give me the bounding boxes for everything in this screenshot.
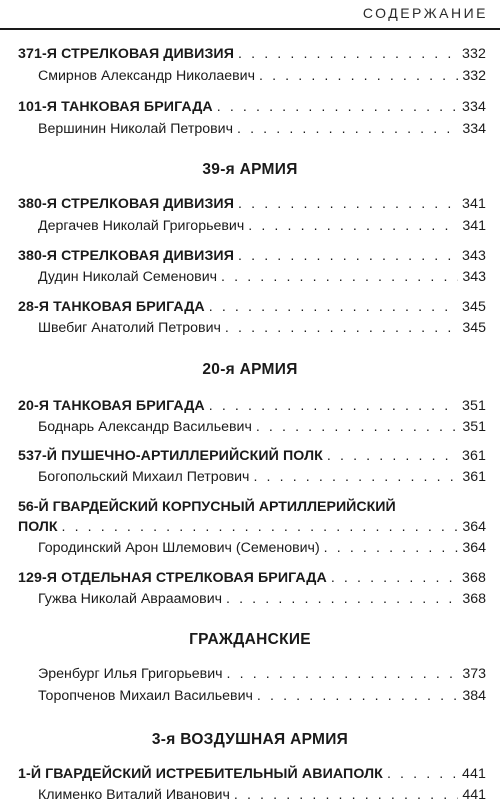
toc-entry-person[interactable] [38,539,486,557]
toc-entry-person[interactable] [38,418,486,436]
header-rule [0,28,500,30]
dot-leader [238,45,458,63]
toc-entry-label: 20-Я ТАНКОВАЯ БРИГАДА [18,398,205,414]
toc-entry-unit[interactable] [18,765,486,783]
toc-entry-page: 334 [462,121,486,137]
toc-entry-person[interactable] [38,468,486,486]
dot-leader [256,418,458,436]
toc-entry-unit[interactable] [18,447,486,465]
toc-entry-person[interactable] [38,217,486,235]
toc-entry-page: 441 [462,787,486,803]
toc-entry-label: 28-Я ТАНКОВАЯ БРИГАДА [18,299,205,315]
toc-entry-unit[interactable] [18,247,486,265]
dot-leader [253,468,458,486]
dot-leader [225,319,458,337]
toc-entry-label: Эренбург Илья Григорьевич [38,666,223,682]
toc-entry-label: Дудин Николай Семенович [38,269,218,285]
dot-leader [227,665,459,683]
toc-entry-unit[interactable] [18,45,486,63]
toc-entry-person[interactable] [38,120,486,138]
toc-entry-label: Городинский Арон Шлемович (Семенович) [38,540,320,556]
dot-leader [234,786,458,804]
toc-entry-label: 537-Й ПУШЕЧНО-АРТИЛЛЕРИЙСКИЙ ПОЛК [18,448,323,464]
toc-entry-label: 380-Я СТРЕЛКОВАЯ ДИВИЗИЯ [18,196,235,212]
toc-entry-person[interactable] [38,268,486,286]
toc-entry-person[interactable] [38,665,486,683]
dot-leader [248,217,458,235]
dot-leader [209,298,458,316]
dot-leader [62,518,459,536]
toc-entry-label: Клименко Виталий Иванович [38,787,230,803]
toc-entry-page: 334 [462,99,486,115]
toc-entry-page: 341 [462,218,486,234]
dot-leader [387,765,458,783]
toc-entry-label: Дергачев Николай Григорьевич [38,218,245,234]
toc-entry-label: 101-Я ТАНКОВАЯ БРИГАДА [18,99,213,115]
dot-leader [221,268,458,286]
toc-entry-page: 343 [462,269,486,285]
section-title: ГРАЖДАНСКИЕ [189,631,311,648]
toc-entry-page: 368 [462,591,486,607]
toc-entry-label: 371-Я СТРЕЛКОВАЯ ДИВИЗИЯ [18,46,235,62]
toc-entry-page: 361 [462,469,486,485]
toc-entry-page: 373 [462,666,486,682]
dot-leader [331,569,458,587]
toc-entry-page: 332 [462,46,486,62]
dot-leader [324,539,459,557]
toc-entry-label: Смирнов Александр Николаевич [38,68,255,84]
toc-entry-page: 361 [462,448,486,464]
dot-leader [327,447,458,465]
toc-entry-person[interactable] [38,687,486,705]
toc-entry-unit[interactable] [18,498,486,536]
toc-entry-page: 441 [462,766,486,782]
toc-entry-unit[interactable] [18,397,486,415]
dot-leader [217,98,458,116]
toc-entry-page: 332 [462,68,486,84]
toc-entry-label: Боднарь Александр Васильевич [38,419,252,435]
toc-entry-page: 364 [462,540,486,556]
toc-entry-label: Гужва Николай Авраамович [38,591,223,607]
toc-entry-page: 364 [462,519,486,535]
dot-leader [226,590,458,608]
toc-entry-label: 1-Й ГВАРДЕЙСКИЙ ИСТРЕБИТЕЛЬНЫЙ АВИАПОЛК [18,766,383,782]
toc-entry-label: Вершинин Николай Петрович [38,121,233,137]
toc-entry-page: 341 [462,196,486,212]
toc-entry-unit[interactable] [18,569,486,587]
toc-entry-page: 345 [462,320,486,336]
toc-entry-label: 56-Й ГВАРДЕЙСКИЙ КОРПУСНЫЙ АРТИЛЛЕРИЙСКИЙ [18,499,396,515]
dot-leader [238,195,458,213]
running-head-title: СОДЕРЖАНИЕ [362,5,488,21]
toc-entry-unit[interactable] [18,195,486,213]
section-title: 39-я АРМИЯ [202,161,298,178]
toc-entry-label: Швебиг Анатолий Петрович [38,320,221,336]
dot-leader [259,67,458,85]
toc-entry-label: Торопченов Михаил Васильевич [38,688,253,704]
toc-entry-page: 345 [462,299,486,315]
section-title: 3-я ВОЗДУШНАЯ АРМИЯ [151,731,349,748]
dot-leader [238,247,458,265]
toc-entry-unit[interactable] [18,98,486,116]
toc-entry-page: 368 [462,570,486,586]
section-title: 20-я АРМИЯ [202,361,298,378]
toc-entry-page: 351 [462,398,486,414]
toc-entry-person[interactable] [38,786,486,804]
toc-entry-label: 129-Я ОТДЕЛЬНАЯ СТРЕЛКОВАЯ БРИГАДА [18,570,327,586]
toc-entry-person[interactable] [38,67,486,85]
toc-entry-person[interactable] [38,319,486,337]
toc-entry-label: 380-Я СТРЕЛКОВАЯ ДИВИЗИЯ [18,248,235,264]
toc-entry-label-continued: ПОЛК [18,519,58,535]
toc-entry-page: 343 [462,248,486,264]
dot-leader [257,687,458,705]
toc-entry-label: Богопольский Михаил Петрович [38,469,250,485]
toc-entry-person[interactable] [38,590,486,608]
toc-entry-page: 384 [462,688,486,704]
toc-entry-unit[interactable] [18,298,486,316]
toc-entry-page: 351 [462,419,486,435]
dot-leader [237,120,458,138]
dot-leader [209,397,458,415]
